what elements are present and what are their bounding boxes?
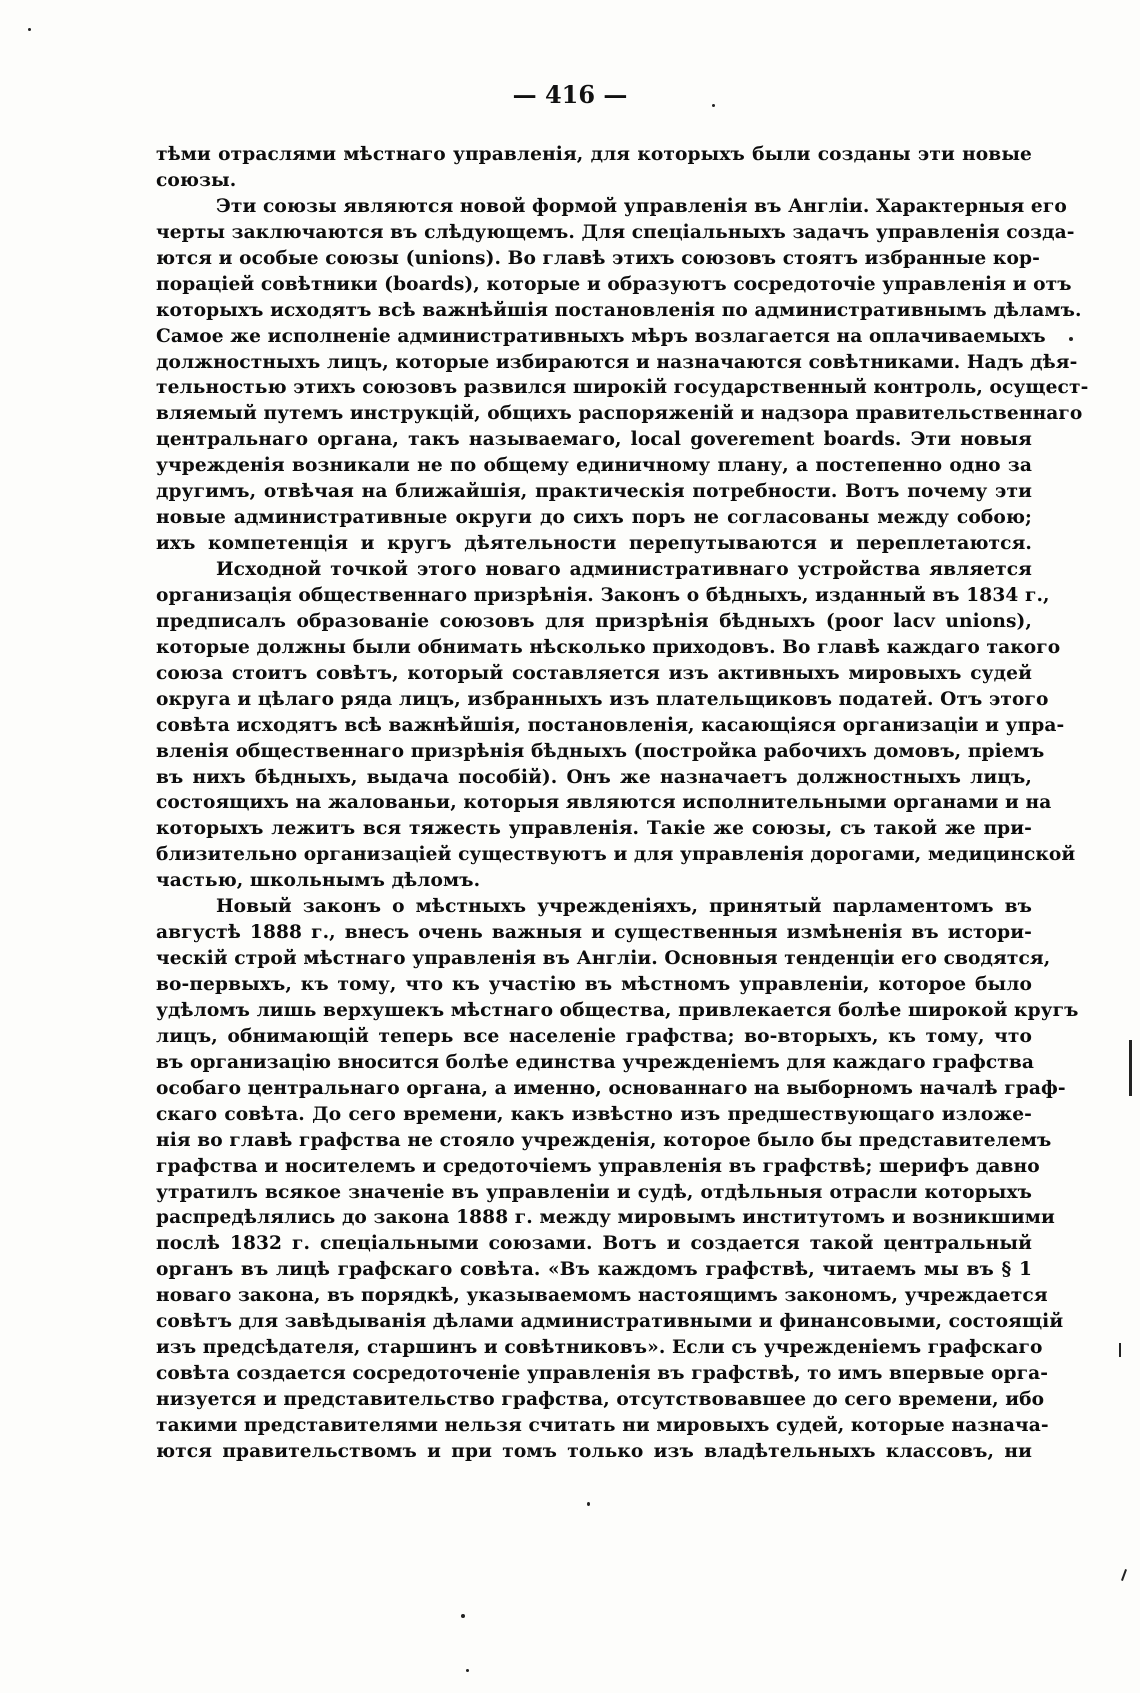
text-line: нія во главѣ графства не стояло учрежденія, которое было бы представителемъ [156, 1129, 1052, 1151]
text-line: новые административные округи до сихъ поръ не согласованы между собою; [156, 507, 1032, 529]
text-line: совѣта исходятъ всѣ важнѣйшія, постановленія, касающіяся организаціи и упра- [156, 714, 1065, 736]
scan-mark [1119, 1343, 1121, 1357]
text-line: низуется и представительство графства, отсутствовавшее до сего времени, ибо [156, 1389, 1045, 1410]
text-line: союзы. [156, 169, 237, 191]
text-line: которыхъ лежитъ вся тяжесть управленія. Такіе же союзы, съ такой же при- [156, 818, 1032, 840]
text-line: ческій строй мѣстнаго управленія въ Англіи. Основныя тенденціи его сводятся, [156, 948, 1051, 970]
text-line: организація общественнаго призрѣнія. Законъ о бѣдныхъ, изданный въ 1834 г., [156, 584, 1050, 606]
text-line: Самое же исполненіе административныхъ мѣръ возлагается на оплачиваемыхъ [156, 325, 1046, 347]
text-line: изъ предсѣдателя, старшинъ и совѣтниковъ». Если съ учрежденіемъ графскаго [156, 1337, 1043, 1359]
text-line: скаго совѣта. До сего времени, какъ извѣстно изъ предшествующаго изложе- [156, 1103, 1032, 1125]
page-number: — 416 — [512, 80, 628, 109]
text-line: совѣтъ для завѣдыванія дѣлами административными и финансовыми, состоящій [156, 1311, 1064, 1333]
text-line: удѣломъ лишь верхушекъ мѣстнаго общества, привлекается болѣе широкой кругъ [156, 999, 1079, 1021]
text-line: ихъ компетенція и кругъ дѣятельности перепутываются и переплетаются. [156, 533, 1032, 555]
text-line: которыхъ исходятъ всѣ важнѣйшія постановленія по административнымъ дѣламъ. [156, 299, 1082, 321]
text-line: въ организацію вносится болѣе единства учрежденіемъ для каждаго графства [156, 1051, 1035, 1073]
text-line: центральнаго органа, такъ называемаго, local goverement boards. Эти новыя [156, 429, 1032, 451]
text-line: состоящихъ на жалованьи, которыя являются исполнительными органами и на [156, 792, 1052, 814]
text-line: черты заключаются въ слѣдующемъ. Для спеціальныхъ задачъ управленія созда- [156, 221, 1075, 243]
text-line: особаго центральнаго органа, а именно, основаннаго на выборномъ началѣ граф- [156, 1077, 1066, 1099]
text-line: ются и особые союзы (unions). Во главѣ этихъ союзовъ стоятъ избранные кор- [156, 247, 1040, 269]
text-line: такими представителями нельзя считать ни мировыхъ судей, которые назнача- [156, 1414, 1049, 1436]
text-line: графства и носителемъ и средоточіемъ управленія въ графствѣ; шерифъ давно [156, 1155, 1040, 1177]
text-line: органъ въ лицѣ графскаго совѣта. «Въ каждомъ графствѣ, читаемъ мы въ § 1 [156, 1259, 1032, 1281]
scan-speck [461, 1614, 465, 1618]
text-line: Эти союзы являются новой формой управленія въ Англіи. Характерныя его [216, 195, 1067, 217]
text-line: Исходной точкой этого новаго административнаго устройства является [216, 559, 1032, 580]
body-text [156, 142, 1089, 1465]
text-line: учрежденія возникали не по общему единичному плану, а постепенно одно за [156, 455, 1032, 477]
scan-speck [587, 1502, 590, 1506]
text-line: предписалъ образованіе союзовъ для призрѣнія бѣдныхъ (poor lacv unions), [156, 610, 1032, 632]
text-line: близительно организаціей существуютъ и для управленія дорогами, медицинской [156, 844, 1076, 866]
text-line: частью, школьнымъ дѣломъ. [156, 870, 481, 892]
scan-speck [712, 104, 715, 107]
text-line: во-первыхъ, къ тому, что къ участію въ мѣстномъ управленіи, которое было [156, 974, 1032, 995]
text-line: утратилъ всякое значеніе въ управленіи и судѣ, отдѣльныя отрасли которыхъ [156, 1181, 1032, 1203]
text-line: распредѣлялись до закона 1888 г. между мировымъ институтомъ и возникшими [156, 1207, 1055, 1229]
text-line: Новый законъ о мѣстныхъ учрежденіяхъ, принятый парламентомъ въ [216, 896, 1032, 918]
text-line: пораціей совѣтники (boards), которые и образуютъ сосредоточіе управленія и отъ [156, 273, 1072, 295]
scan-speck [1069, 337, 1073, 341]
text-line: союза стоитъ совѣтъ, который составляется изъ активныхъ мировыхъ судей [156, 662, 1032, 684]
text-line: новаго закона, въ порядкѣ, указываемомъ настоящимъ закономъ, учреждается [156, 1285, 1048, 1307]
text-line: которые должны были обнимать нѣсколько приходовъ. Во главѣ каждаго такого [156, 636, 1061, 658]
text-line: должностныхъ лицъ, которые избираются и назначаются совѣтниками. Надъ дѣя- [156, 351, 1078, 373]
text-line: августѣ 1888 г., внесъ очень важныя и существенныя измѣненія въ истори- [156, 922, 1032, 944]
text-line: въ нихъ бѣдныхъ, выдача пособій). Онъ же назначаетъ должностныхъ лицъ, [156, 766, 1032, 788]
text-line: тельностью этихъ союзовъ развился широкій государственный контроль, осущест- [156, 377, 1089, 399]
text-line: послѣ 1832 г. спеціальными союзами. Вотъ и создается такой центральный [156, 1233, 1032, 1255]
text-line: совѣта создается сосредоточеніе управленія въ графствѣ, то имъ впервые орга- [156, 1363, 1049, 1385]
text-line: вляемый путемъ инструкцій, общихъ распоряженій и надзора правительственнаго [156, 403, 1083, 425]
text-line: лицъ, обнимающій теперь все населеніе графства; во-вторыхъ, къ тому, что [156, 1025, 1032, 1047]
text-line: другимъ, отвѣчая на ближайшія, практическія потребности. Вотъ почему эти [156, 481, 1032, 503]
scan-mark [1129, 1040, 1132, 1096]
text-line: округа и цѣлаго ряда лицъ, избранныхъ изъ плательщиковъ податей. Отъ этого [156, 688, 1049, 710]
text-line: тѣми отраслями мѣстнаго управленія, для которыхъ были созданы эти новые [156, 144, 1032, 165]
scan-mark [1121, 1569, 1127, 1581]
scan-speck [466, 1669, 469, 1672]
scan-speck [28, 28, 31, 31]
text-line: ются правительствомъ и при томъ только изъ владѣтельныхъ классовъ, ни [156, 1440, 1032, 1462]
text-line: вленія общественнаго призрѣнія бѣдныхъ (постройка рабочихъ домовъ, пріемъ [156, 740, 1045, 762]
